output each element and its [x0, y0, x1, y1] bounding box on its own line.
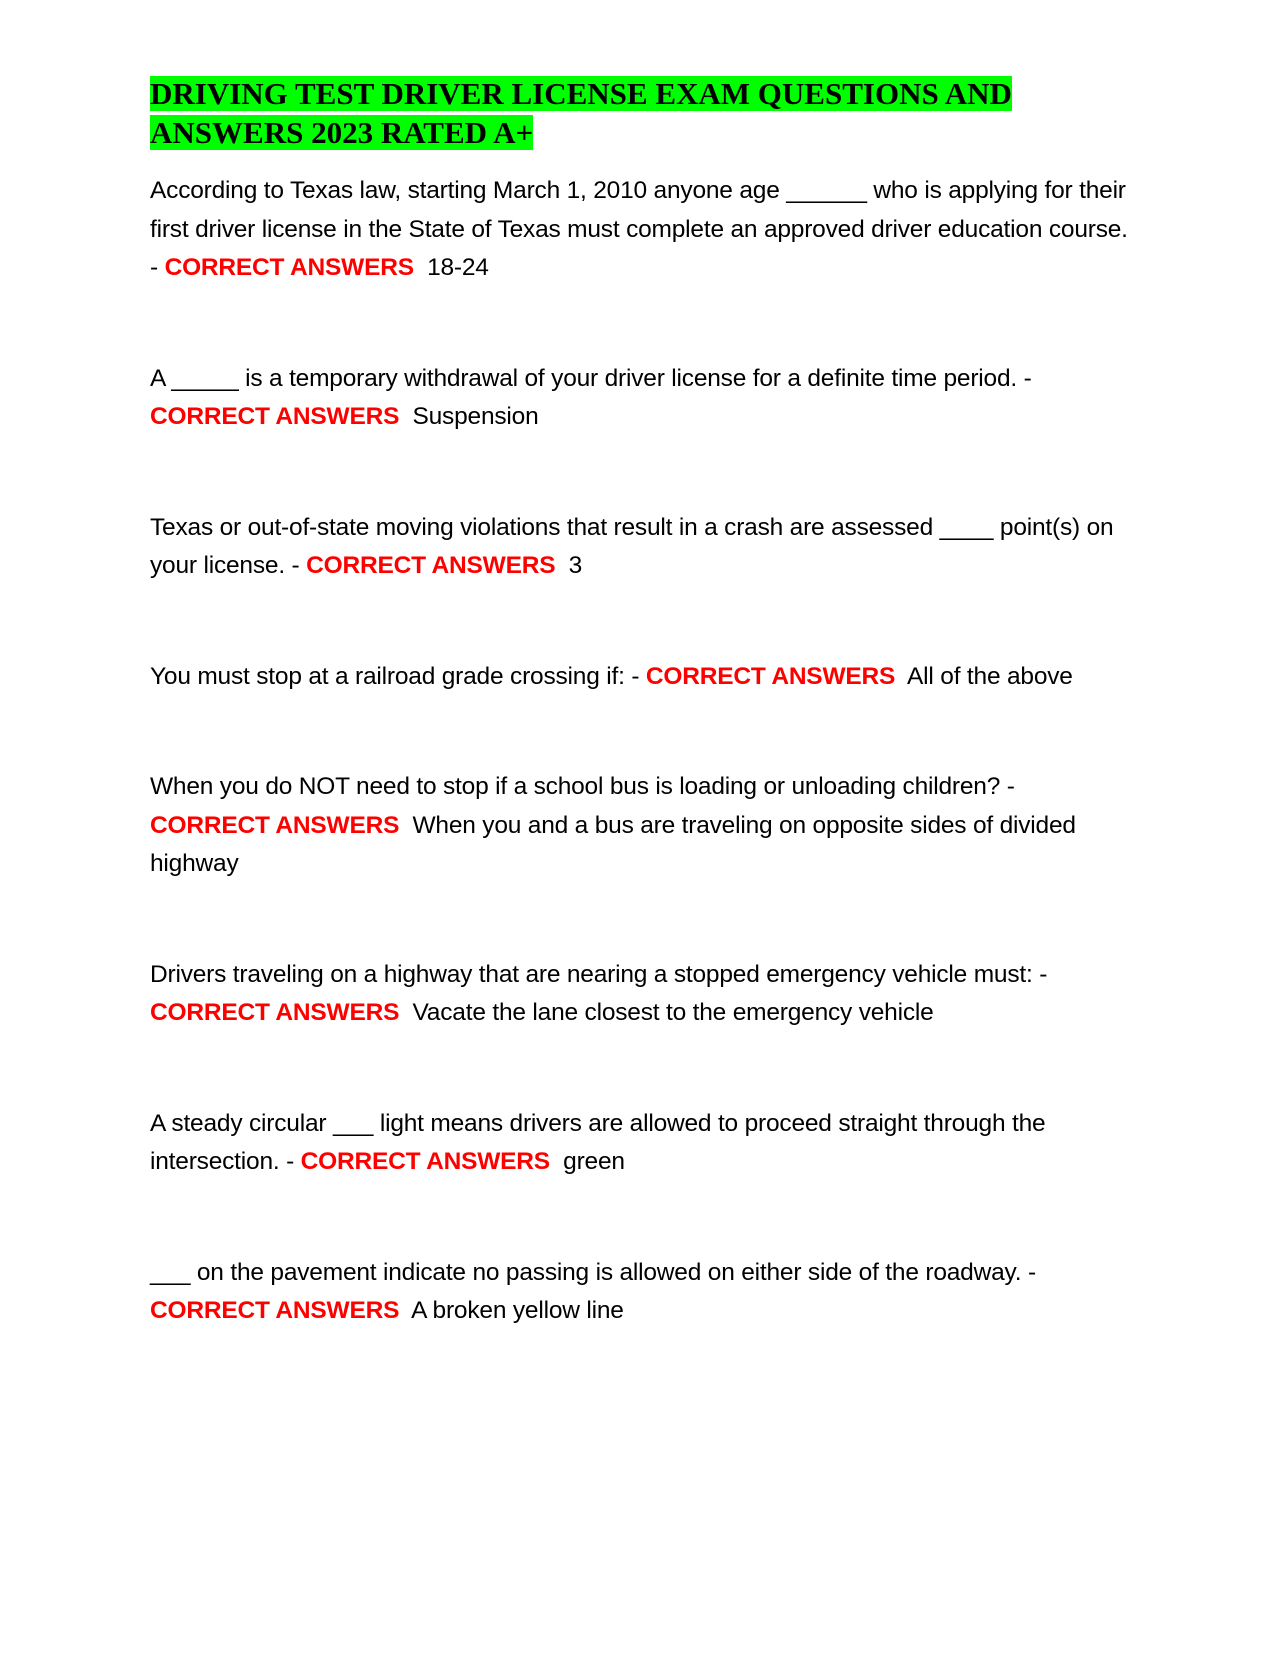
answer-text: 3	[568, 552, 583, 579]
qa-item	[150, 509, 1130, 586]
qa-item	[150, 1254, 1130, 1331]
answer-text: 18-24	[427, 254, 489, 281]
correct-answers-label: CORRECT ANSWERS	[150, 1297, 400, 1324]
answer-text: green	[563, 1148, 625, 1175]
answer-text: A broken yellow line	[411, 1297, 624, 1324]
correct-answers-label: CORRECT ANSWERS	[300, 1148, 550, 1175]
correct-answers-label: CORRECT ANSWERS	[150, 999, 400, 1026]
answer-text: All of the above	[907, 662, 1073, 690]
question-text: You must stop at a railroad grade crossing if: -	[150, 662, 640, 690]
qa-item	[150, 768, 1130, 884]
question-text: Drivers traveling on a highway that are nearing a stopped emergency vehicle must: -	[150, 960, 1048, 988]
correct-answers-label: CORRECT ANSWERS	[150, 811, 400, 839]
correct-answers-label: CORRECT ANSWERS	[645, 662, 896, 690]
qa-item	[150, 658, 1130, 697]
answer-text: Vacate the lane closest to the emergency vehicle	[412, 999, 934, 1026]
qa-item	[150, 1105, 1130, 1182]
document-page	[150, 74, 1130, 1403]
answer-text: When you and a bus are traveling on opposite sides of divided highway	[150, 811, 1076, 877]
answer-text: Suspension	[412, 403, 539, 430]
question-text: Texas or out-of-state moving violations that result in a crash are assessed ____ point(s) on your license. -	[150, 513, 1114, 579]
correct-answers-label: CORRECT ANSWERS	[150, 403, 400, 430]
question-text: A _____ is a temporary withdrawal of your driver license for a definite time period. -	[150, 364, 1032, 392]
qa-item	[150, 360, 1130, 437]
question-text: A steady circular ___ light means drivers are allowed to proceed straight through the intersection. -	[150, 1109, 1046, 1175]
correct-answers-label: CORRECT ANSWERS	[164, 254, 414, 281]
document-title	[150, 74, 1130, 152]
question-text: ___ on the pavement indicate no passing is allowed on either side of the roadway. -	[150, 1258, 1036, 1286]
question-text: According to Texas law, starting March 1, 2010 anyone age ______ who is applying for their first driver license in the State of Texas must complete an approved driver education course. -	[150, 177, 1128, 281]
qa-item	[150, 956, 1130, 1033]
document-title-text: DRIVING TEST DRIVER LICENSE EXAM QUESTIONS AND ANSWERS 2023 RATED A+	[150, 76, 1012, 150]
correct-answers-label: CORRECT ANSWERS	[306, 552, 556, 579]
question-text: When you do NOT need to stop if a school bus is loading or unloading children? -	[150, 773, 1015, 800]
qa-item	[150, 172, 1130, 288]
